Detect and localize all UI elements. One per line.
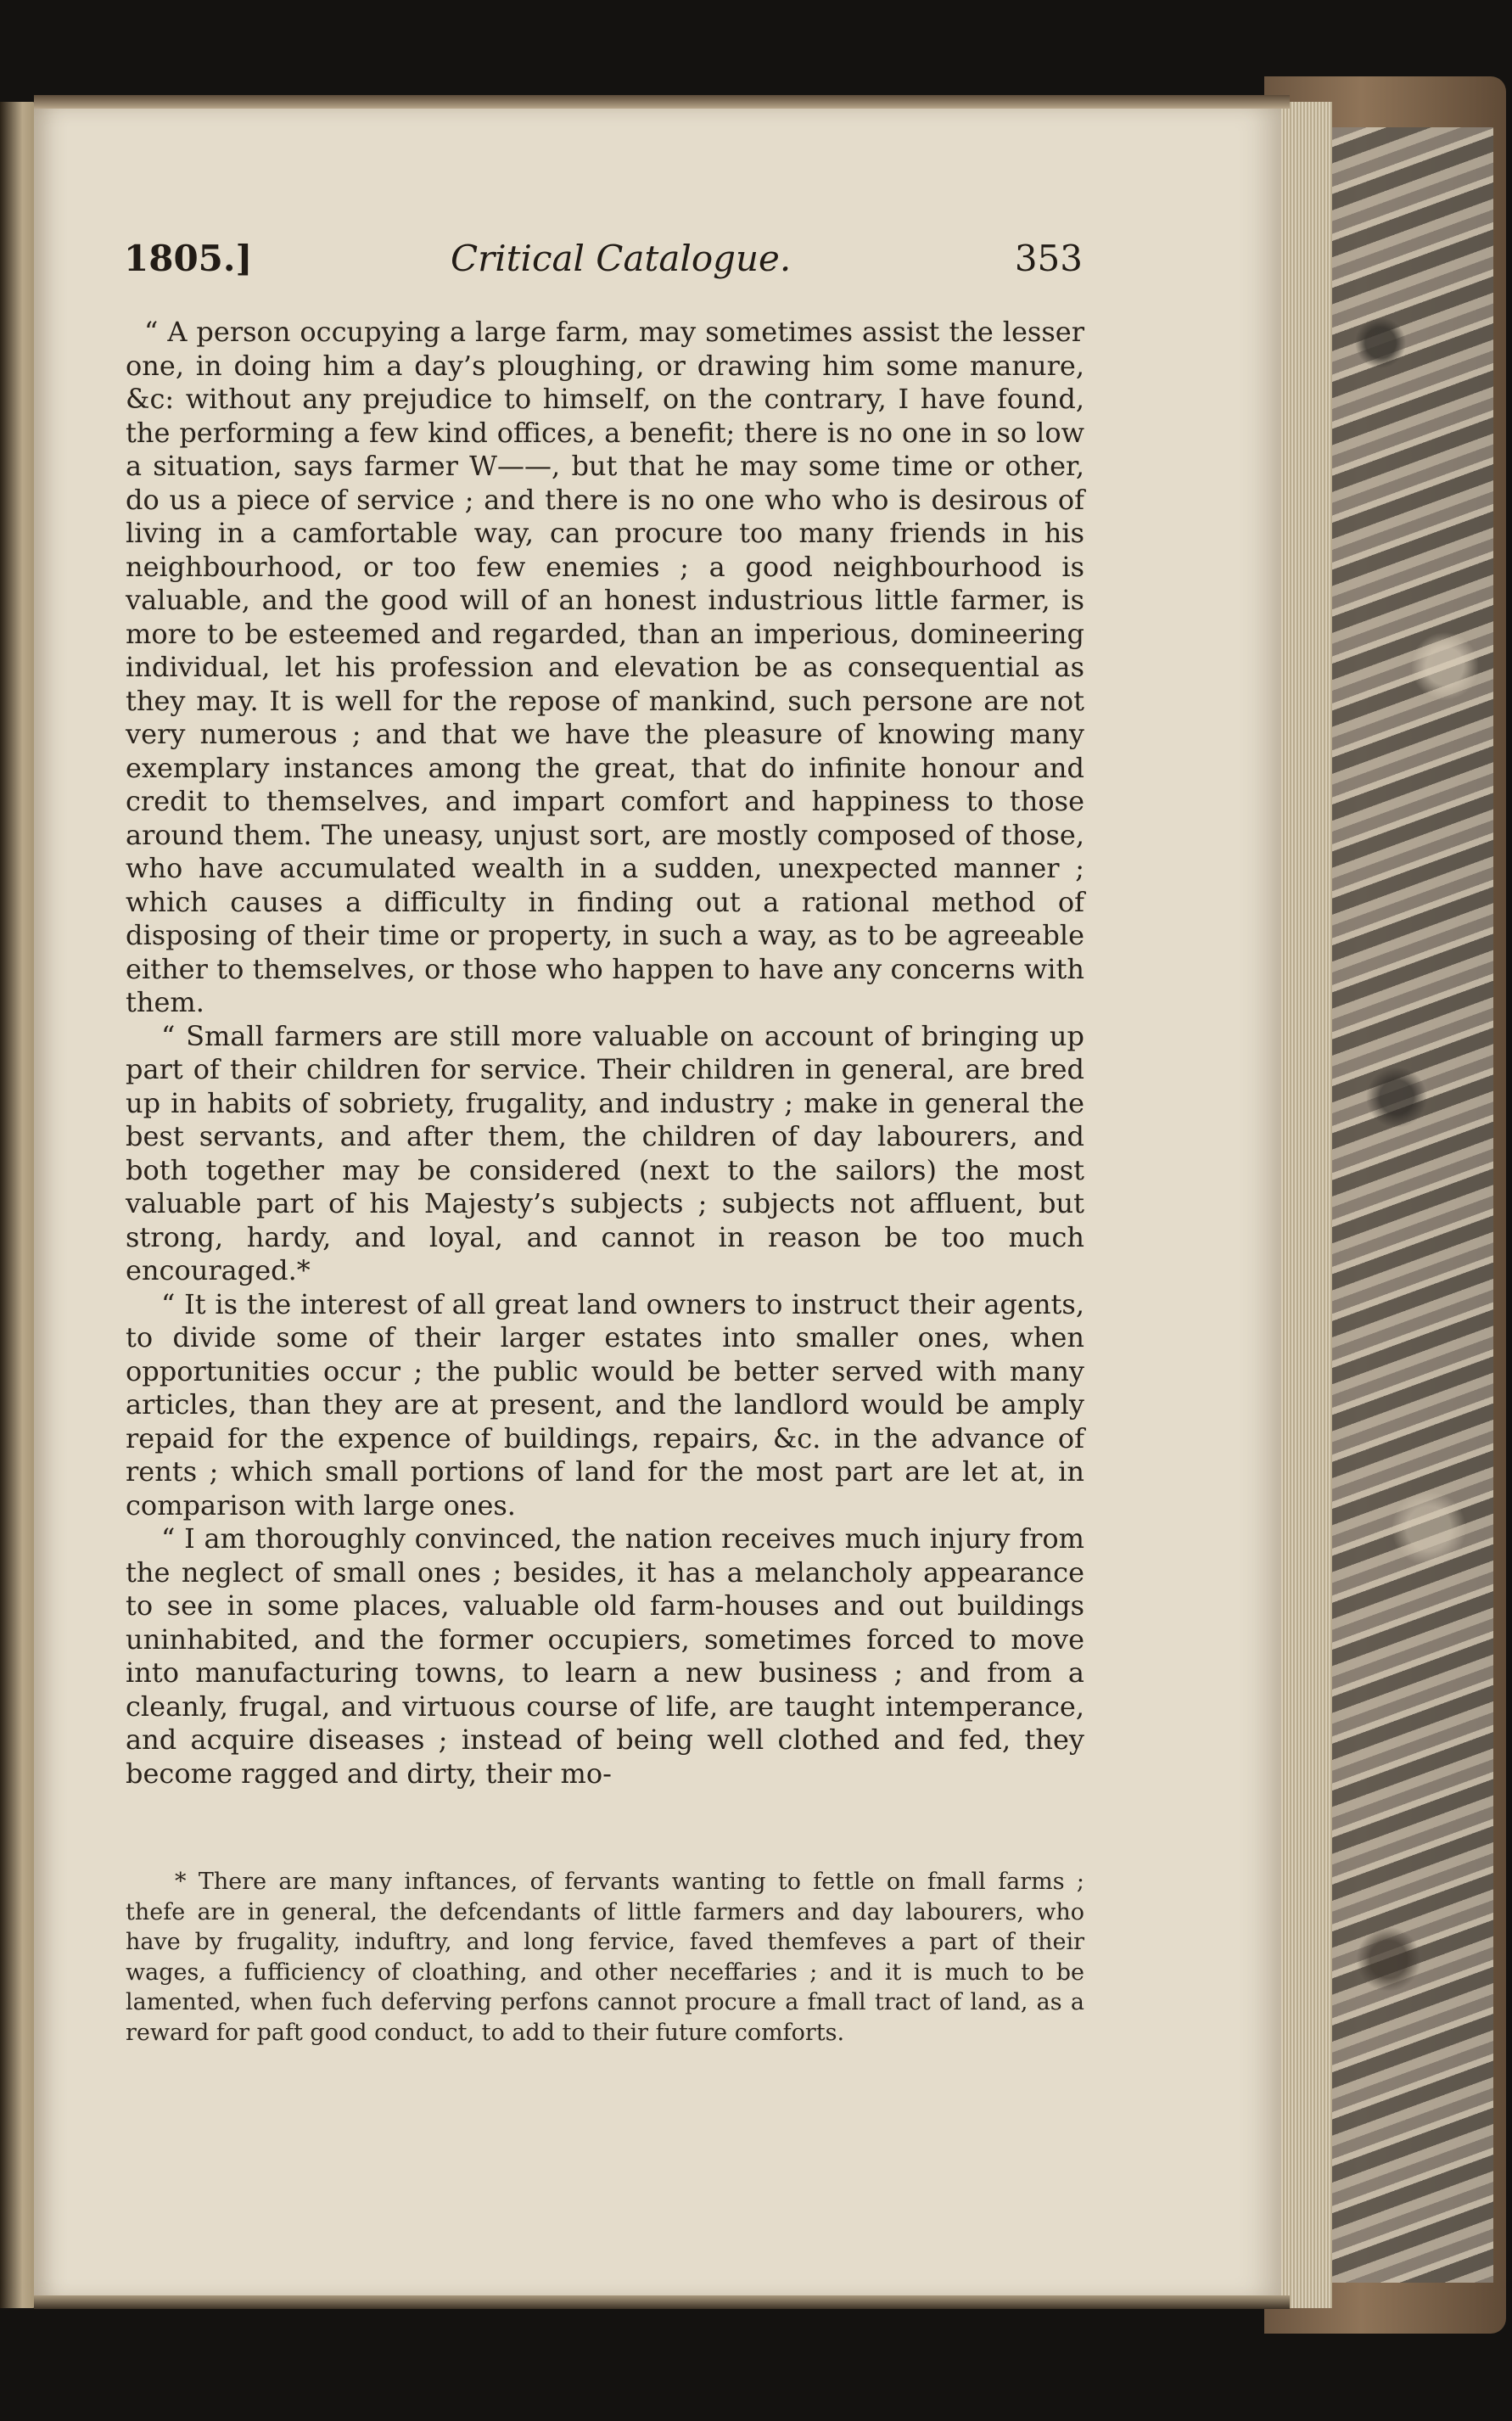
page-number: 353 — [1014, 238, 1083, 279]
left-page-edge — [0, 102, 37, 2308]
paragraph: “ Small farmers are still more valuable on account of bringing up part of their children for service. Their children in general, are bred up in habits of sobriety, frugality, and industry ; make in general the best servants, and after them, the children of day labourers, and both together may be considered (next to the sailors) the most valuable part of his Majesty’s subjects ; subjects not affluent, but strong, hardy, and loyal, and cannot in reason be too much encouraged.* — [126, 1019, 1084, 1286]
page-bottom-shadow — [34, 2295, 1290, 2309]
paragraph: “ A person occupying a large farm, may sometimes assist the lesser one, in doing him a day’s ploughing, or drawing him some manure, &c: without any prejudice to himself, on the contrary, I have found, the performing a few kind offices, a benefit; there is no one in so low a situation, says farmer W——, but that he may some time or other, do us a piece of service ; and there is no one who who is desirous of living in a camfortable way, can procure too many friends in his neighbourhood, or too few enemies ; a good neighbourhood is valuable, and the good will of an honest industrious little farmer, is more to be esteemed and regarded, than an imperious, domineering individual, let his profession and elevation be as consequential as they may. It is well for the repose of mankind, such persone are not very numerous ; and that we have the pleasure of knowing many exemplary instances among the great, that do infinite honour and credit to themselves, and impart comfort and happiness to those around them. The uneasy, unjust sort, are mostly composed of those, who have accumulated wealth in a sudden, unexpected manner ; which causes a difficulty in finding out a rational method of disposing of their time or property, in such a way, as to be agreeable either to themselves, or those who happen to have any concerns with them. — [126, 316, 1084, 1018]
paragraph: “ It is the interest of all great land owners to instruct their agents, to divide some of their larger estates into smaller ones, when opportunities occur ; the public would be better served with many articles, than they are at present, and the landlord would be amply repaid for the expence of buildings, repairs, &c. in the advance of rents ; which small portions of land for the most part are let at, in comparison with large ones. — [126, 1287, 1084, 1522]
body-text — [126, 316, 1084, 1791]
header-year: 1805.] — [124, 238, 253, 279]
marbled-edge — [1332, 127, 1493, 2283]
page-top-shadow — [34, 95, 1290, 109]
running-header — [124, 238, 1083, 289]
paragraph: “ I am thoroughly convinced, the nation receives much injury from the neglect of small ones ; besides, it has a melancholy appearance to see in some places, valuable old farm-houses and out buildings uninhabited, and the former occupiers, sometimes forced to move into manufacturing towns, to learn a new business ; and from a cleanly, frugal, and virtuous course of life, are taught intemperance, and acquire diseases ; instead of being well clothed and fed, they become ragged and dirty, their mo- — [126, 1522, 1084, 1790]
header-title: Critical Catalogue. — [451, 238, 792, 279]
footnote: * There are many inftances, of fervants wanting to fettle on fmall farms ; thefe are in general, the defcendants of little farmers and day labourers, who have by frugality, induftry, and long fervice, faved themfeves a part of their wages, a fufficiency of cloathing, and other neceffaries ; and it is much to be lamented, when fuch deferving perfons cannot procure a fmall tract of land, as a reward for paft good conduct, to add to their future comforts. — [126, 1869, 1084, 2046]
